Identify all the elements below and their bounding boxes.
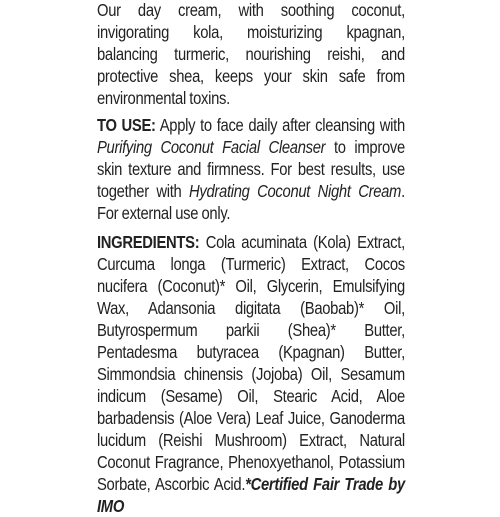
to-use-text-1: Apply to face daily after cleansing with: [155, 115, 405, 135]
product-label: [97, 0, 405, 516]
fair-trade-footnote: *Certified Fair Trade by IMO: [97, 474, 405, 516]
to-use-heading: TO USE:: [97, 115, 156, 135]
cleanser-product-name: Purifying Coconut Facial Cleanser: [97, 137, 326, 157]
product-description: [97, 0, 405, 109]
ingredients-text: Cola acuminata (Kola) Extract, Curcuma longa (Turmeric) Extract, Cocos nucifera (Coconut)* Oil, Glycerin, Emulsifying Wax, Adansonia digitata (Baobab)* Oil, Butyrospermum parkii (Shea)* Butter, Pentadesma butyracea (Kpagnan) Butter, Simmondsia chinensis (Jojoba) Oil, Sesamum indicum (Sesame) Oil, Stearic Acid, Aloe barbadensis (Aloe Vera) Leaf Juice, Ganoderma lucidum (Reishi Mushroom) Extract, Natural Coconut Fragrance, Phenoxyethanol, Potassium Sorbate, Ascorbic Acid.: [97, 232, 405, 494]
night-cream-product-name: Hydrating Coconut Night Cream: [189, 181, 402, 201]
description-text: Our day cream, with soothing coconut, invigorating kola, moisturizing kpagnan, balancing turmeric, nourishing reishi, and protective shea, keeps your skin safe from environmental toxins.: [97, 0, 405, 108]
to-use-text-2: to improve skin texture and firmness. For best results, use together with: [97, 137, 405, 201]
ingredients-heading: INGREDIENTS:: [97, 232, 200, 252]
to-use-text-3: . For external use only.: [97, 181, 405, 223]
ingredients-list: [97, 231, 405, 517]
usage-instructions: [97, 114, 405, 224]
